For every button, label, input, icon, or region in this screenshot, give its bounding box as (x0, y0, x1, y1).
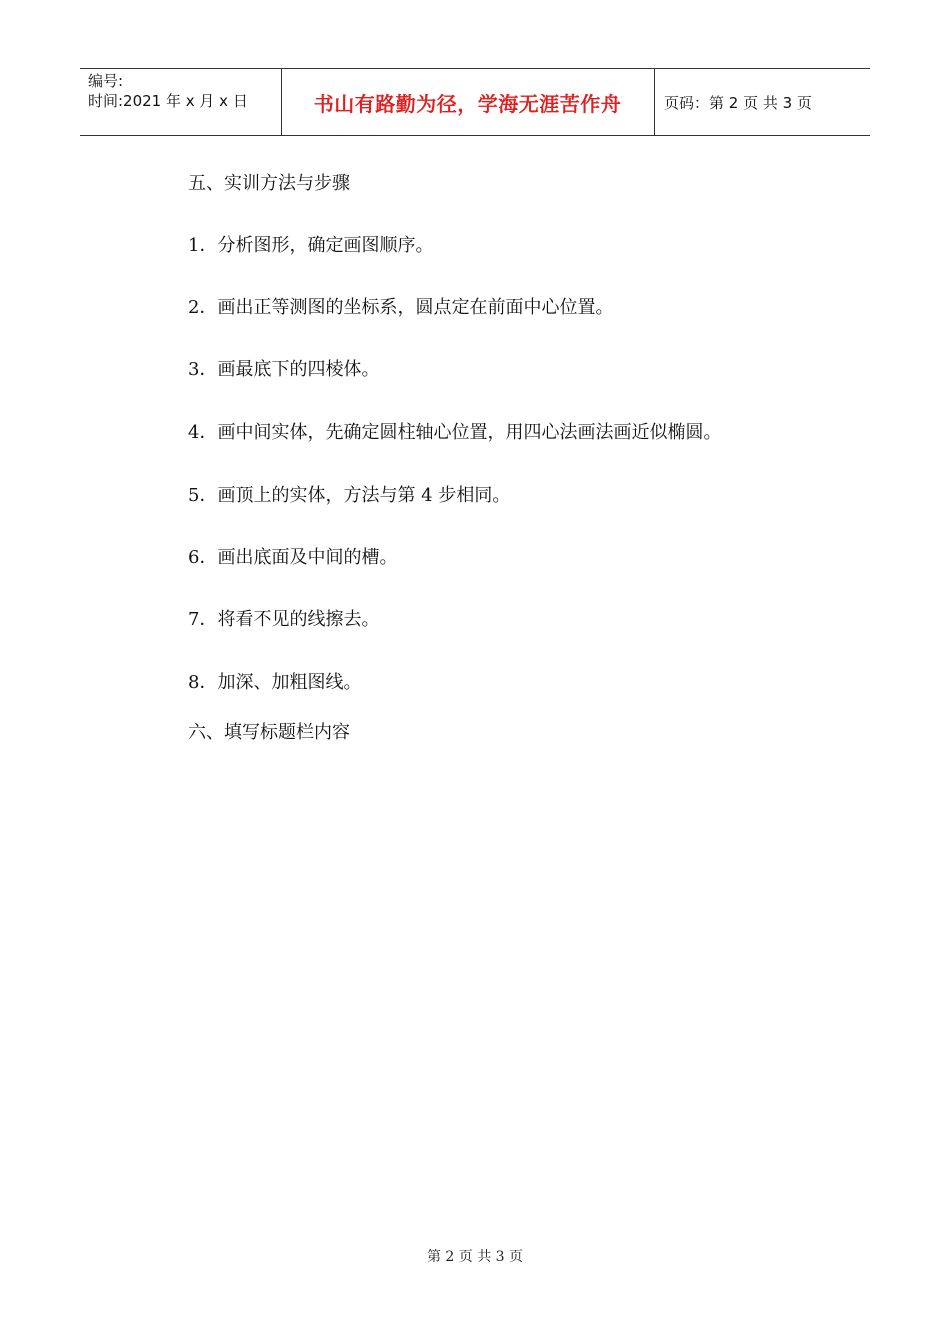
document-header (80, 68, 870, 136)
step-item: 6．画出底面及中间的槽。 (188, 547, 398, 568)
step-item: 2．画出正等测图的坐标系，圆点定在前面中心位置。 (188, 297, 614, 318)
step-item: 7．将看不见的线擦去。 (188, 609, 380, 630)
step-item: 8．加深、加粗图线。 (188, 672, 362, 693)
step-item: 4．画中间实体，先确定圆柱轴心位置，用四心法画法画近似椭圆。 (188, 422, 722, 443)
step-item: 5．画顶上的实体，方法与第 4 步相同。 (188, 485, 511, 506)
section-5-title: 五、实训方法与步骤 (188, 173, 350, 194)
serial-number-label: 编号: (88, 72, 124, 90)
step-item: 1．分析图形，确定画图顺序。 (188, 235, 434, 256)
section-6-title: 六、填写标题栏内容 (188, 722, 350, 743)
step-item: 3．画最底下的四棱体。 (188, 359, 380, 380)
header-left-cell (88, 71, 278, 111)
date-label: 时间:2021 年 x 月 x 日 (88, 92, 248, 110)
header-page-info: 页码：第 2 页 共 3 页 (664, 93, 812, 112)
page-footer: 第 2 页 共 3 页 (426, 1249, 524, 1265)
header-divider (654, 69, 655, 135)
header-motto: 书山有路勤为径，学海无涯苦作舟 (313, 91, 622, 116)
